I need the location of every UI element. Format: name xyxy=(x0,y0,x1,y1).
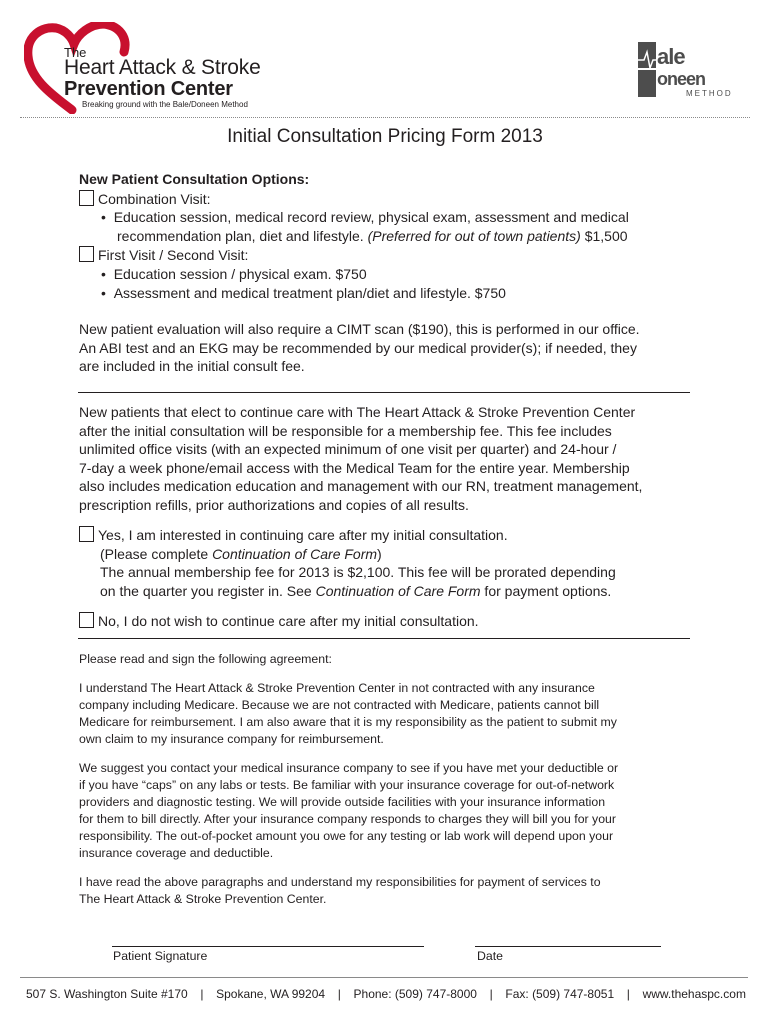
logo-the-text: The xyxy=(64,45,87,60)
svg-text:METHOD: METHOD xyxy=(686,89,733,98)
yes-label: Yes, I am interested in continuing care after my initial consultation. xyxy=(98,527,508,543)
footer-phone: Phone: (509) 747-8000 xyxy=(353,987,477,1001)
first-second-bullet-1: • Education session / physical exam. $750 xyxy=(101,265,367,282)
footer-separator: | xyxy=(337,987,341,1001)
membership-line: New patients that elect to continue care with The Heart Attack & Stroke Prevention Center xyxy=(79,404,636,420)
signature-label: Patient Signature xyxy=(113,949,208,963)
fee-line-2-pre: on the quarter you register in. See xyxy=(100,582,316,599)
cimt-line: are included in the initial consult fee. xyxy=(79,358,305,375)
footer-divider xyxy=(20,977,748,978)
combination-visit-label: Combination Visit: xyxy=(98,190,211,207)
no-checkbox[interactable] xyxy=(79,612,94,628)
footer-fax: Fax: (509) 747-8051 xyxy=(505,987,615,1001)
yes-checkbox[interactable] xyxy=(79,526,94,542)
combination-bullet-cont: recommendation plan, diet and lifestyle. xyxy=(117,227,364,244)
fee-line-2-form: Continuation of Care Form xyxy=(315,582,481,599)
first-second-visit-row xyxy=(79,246,699,265)
agreement-line: We suggest you contact your medical insurance company to see if you have met your deductible or xyxy=(79,761,619,775)
agreement-section xyxy=(79,651,699,908)
signature-input-line[interactable] xyxy=(112,946,424,947)
agreement-paragraph-2 xyxy=(79,760,699,862)
first-second-bullet-1-text: Education session / physical exam. $750 xyxy=(113,265,367,282)
agreement-line: The Heart Attack & Stroke Prevention Center. xyxy=(79,892,327,906)
agreement-line: providers and diagnostic testing. We will provide outside facilities with your insurance information xyxy=(79,795,606,809)
footer-separator: | xyxy=(626,987,630,1001)
footer-city: Spokane, WA 99204 xyxy=(216,987,326,1001)
combination-bullet: • Education session, medical record review, physical exam, assessment and medical recommendation plan, diet and lifestyle. (Preferred for out of town patients) $1,500 xyxy=(101,209,629,244)
yes-note-form: Continuation of Care Form xyxy=(212,545,378,562)
yes-option-row xyxy=(79,526,699,545)
footer-separator: | xyxy=(200,987,204,1001)
cimt-line: New patient evaluation will also require a CIMT scan ($190), this is performed in our office. xyxy=(79,321,640,338)
logo-line2-text: Prevention Center xyxy=(64,78,233,100)
membership-section xyxy=(79,403,699,515)
agreement-line: for them to bill directly. After your insurance company responds to charges they will bill you for your xyxy=(79,812,616,826)
logo-line1-text: Heart Attack & Stroke xyxy=(64,56,261,79)
cimt-paragraph xyxy=(79,320,699,376)
center-logo xyxy=(24,22,284,114)
footer-website-link[interactable]: www.thehaspc.com xyxy=(642,987,746,1001)
agreement-line: responsibility. The out-of-pocket amount you owe for any testing or lab work will depend upon your xyxy=(79,829,614,843)
agreement-line: Medicare for reimbursement. I am also aware that it is my responsibility as the patient to submit my xyxy=(79,715,617,729)
combination-bullet-text: Education session, medical record review, physical exam, assessment and medical xyxy=(113,209,629,226)
section-divider xyxy=(78,392,690,393)
membership-line: prescription refills, prior authorizations and copies of all results. xyxy=(79,496,469,513)
footer-address: 507 S. Washington Suite #170 xyxy=(26,987,188,1001)
agreement-line: insurance coverage and deductible. xyxy=(79,846,274,860)
agreement-line: own claim to my insurance company for reimbursement. xyxy=(79,732,384,746)
yes-note-pre: (Please complete xyxy=(100,545,213,562)
date-input-line[interactable] xyxy=(475,946,661,947)
membership-line: 7-day a week phone/email access with the Medical Team for the entire year. Membership xyxy=(79,459,630,476)
agreement-line: I understand The Heart Attack & Stroke Prevention Center in not contracted with any insurance xyxy=(79,681,595,695)
section-divider xyxy=(78,638,690,639)
agreement-intro: Please read and sign the following agreement: xyxy=(79,652,332,666)
agreement-paragraph-3 xyxy=(79,874,699,908)
header-divider xyxy=(20,117,750,118)
combination-visit-checkbox[interactable] xyxy=(79,190,94,206)
date-label: Date xyxy=(477,949,503,963)
options-heading: New Patient Consultation Options: xyxy=(79,171,310,187)
footer-separator: | xyxy=(489,987,493,1001)
footer xyxy=(26,987,746,1001)
membership-line: unlimited office visits (with an expected minimum of one visit per quarter) and 24-hour / xyxy=(79,441,617,458)
first-second-visit-label: First Visit / Second Visit: xyxy=(98,247,249,264)
consultation-options xyxy=(79,170,699,376)
cimt-line: An ABI test and an EKG may be recommended by our medical provider(s); if needed, they xyxy=(79,339,637,356)
agreement-line: I have read the above paragraphs and understand my responsibilities for payment of services to xyxy=(79,875,601,889)
first-second-visit-checkbox[interactable] xyxy=(79,246,94,262)
combination-price: $1,500 xyxy=(584,227,628,244)
fee-line-2-post: for payment options. xyxy=(480,582,612,599)
bale-doneen-logo xyxy=(636,40,744,100)
first-second-bullet-2: • Assessment and medical treatment plan/diet and lifestyle. $750 xyxy=(101,284,506,301)
continue-care-options xyxy=(79,526,699,631)
no-option-row xyxy=(79,612,699,631)
yes-note-post: ) xyxy=(377,545,382,562)
agreement-paragraph-1 xyxy=(79,680,699,748)
combination-visit-row xyxy=(79,190,699,209)
first-second-bullet-2-text: Assessment and medical treatment plan/diet and lifestyle. $750 xyxy=(113,284,506,301)
membership-line: also includes medication education and management with our RN, treatment management, xyxy=(79,478,643,495)
svg-text:oneen: oneen xyxy=(657,69,706,89)
agreement-line: company including Medicare. Because we are not contracted with Medicare, patients cannot bill xyxy=(79,698,600,712)
logo-tagline: Breaking ground with the Bale/Doneen Method xyxy=(82,100,248,109)
agreement-line: if you have “caps” on any labs or tests. Be familiar with your insurance coverage for out-of-network xyxy=(79,778,615,792)
bale-doneen-method-logo-icon xyxy=(636,40,744,100)
page-title: Initial Consultation Pricing Form 2013 xyxy=(227,126,543,147)
preferred-note: (Preferred for out of town patients) xyxy=(367,227,581,244)
fee-line-2 xyxy=(79,582,699,601)
svg-text:ale: ale xyxy=(657,44,685,69)
fee-line-1: The annual membership fee for 2013 is $2,100. This fee will be prorated depending xyxy=(100,564,616,581)
no-label: No, I do not wish to continue care after my initial consultation. xyxy=(98,613,479,630)
membership-line: after the initial consultation will be responsible for a membership fee. This fee includes xyxy=(79,422,612,439)
yes-note xyxy=(79,545,699,564)
